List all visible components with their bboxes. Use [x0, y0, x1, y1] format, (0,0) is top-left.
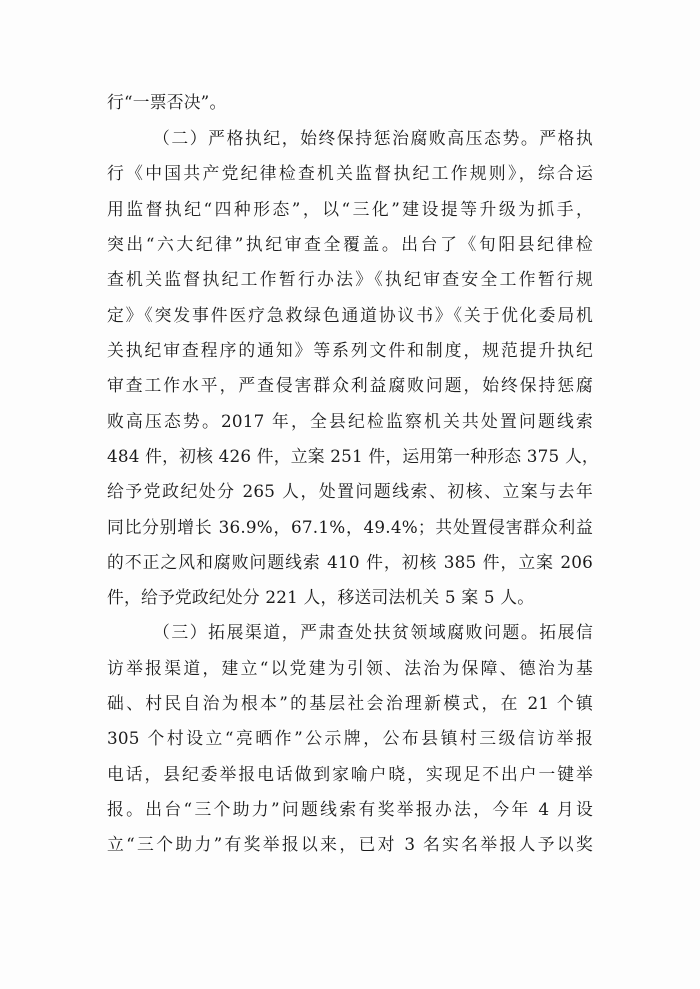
text-line: 件，给予党政纪处分 221 人，移送司法机关 5 案 5 人。 — [107, 587, 535, 607]
section-heading-line: （二）严格执纪，始终保持惩治腐败高压态势。严格执 — [153, 128, 593, 148]
text-line: 审查工作水平，严查侵害群众利益腐败问题，始终保持惩腐 — [107, 375, 593, 395]
section-heading-line: （三）拓展渠道，严肃查处扶贫领域腐败问题。拓展信 — [153, 622, 593, 642]
text-line: 305 个村设立“亮晒作”公示牌，公布县镇村三级信访举报 — [107, 728, 593, 748]
text-line: 查机关监督执纪工作暂行办法》《执纪审查安全工作暂行规 — [107, 269, 593, 289]
text-line: 报。出台“三个助力”问题线索有奖举报办法，今年 4 月设 — [107, 799, 593, 819]
text-line: 行“一票否决”。 — [107, 92, 227, 112]
text-line: 访举报渠道，建立“以党建为引领、法治为保障、德治为基 — [107, 658, 593, 678]
text-line: 突出“六大纪律”执纪审查全覆盖。出台了《旬阳县纪律检 — [107, 234, 593, 254]
text-line: 关执纪审查程序的通知》等系列文件和制度，规范提升执纪 — [107, 340, 593, 360]
text-line: 行《中国共产党纪律检查机关监督执纪工作规则》，综合运 — [107, 163, 593, 183]
text-line: 484 件，初核 426 件，立案 251 件，运用第一种形态 375 人， — [107, 446, 599, 466]
text-line: 败高压态势。2017 年，全县纪检监察机关共处置问题线索 — [107, 411, 593, 431]
text-line: 电话，县纪委举报电话做到家喻户晓，实现足不出户一键举 — [107, 764, 593, 784]
text-line: 定》《突发事件医疗急救绿色通道协议书》《关于优化委局机 — [107, 305, 593, 325]
text-line: 用监督执纪“四种形态”，以“三化”建设提等升级为抓手， — [107, 199, 593, 219]
text-line: 立“三个助力”有奖举报以来，已对 3 名实名举报人予以奖 — [107, 834, 593, 854]
text-line: 的不正之风和腐败问题线索 410 件，初核 385 件，立案 206 — [107, 552, 593, 572]
text-line: 给予党政纪处分 265 人，处置问题线索、初核、立案与去年 — [107, 481, 593, 501]
text-line: 础、村民自治为根本”的基层社会治理新模式，在 21 个镇 — [107, 693, 593, 713]
text-line: 同比分别增长 36.9%，67.1%，49.4%；共处置侵害群众利益 — [107, 517, 593, 537]
